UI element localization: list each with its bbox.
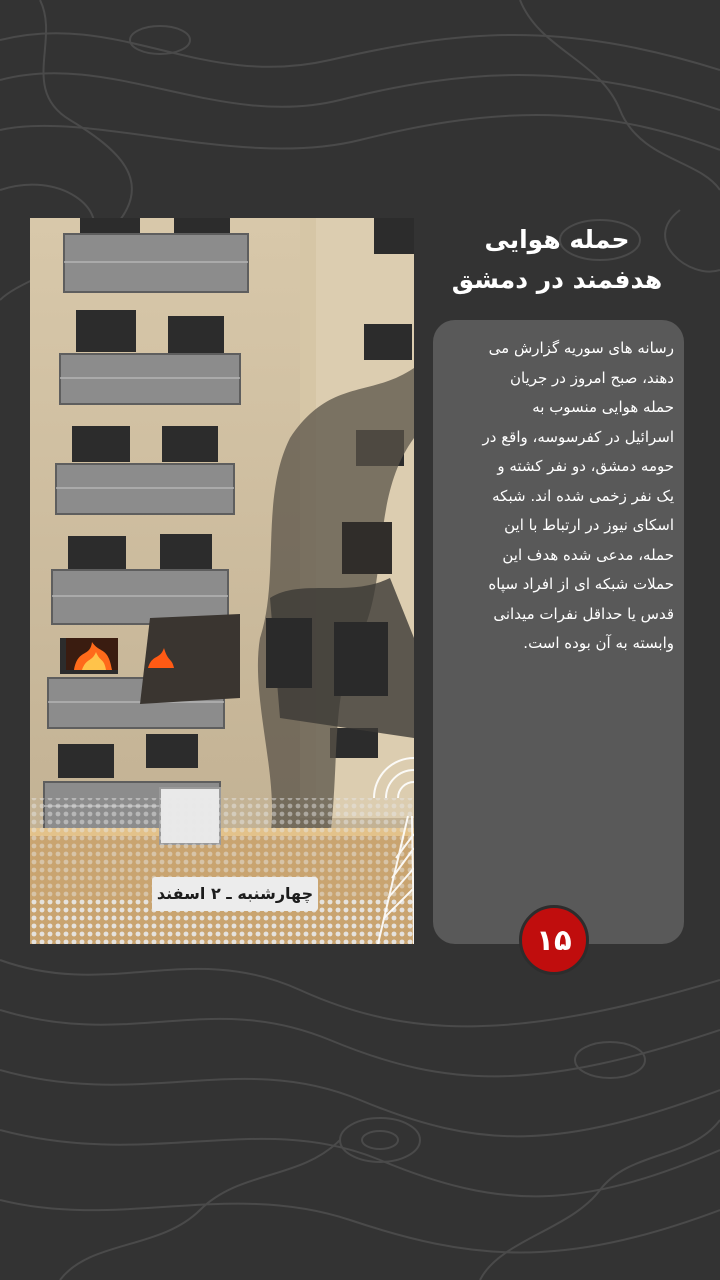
story-line: حملات شبکه ای از افراد سپاه <box>488 575 674 593</box>
story-line: یک نفر زخمی شده اند. شبکه <box>492 486 674 505</box>
broadcast-tower-icon <box>348 738 414 944</box>
story-line: رسانه های سوریه گزارش می <box>488 339 674 357</box>
headline-line-2: هدفمند در دمشق <box>451 265 663 294</box>
story-line: حمله، مدعی شده هدف این <box>502 545 674 564</box>
story-line: اسرائیل در کفرسوسه، واقع در <box>482 427 674 446</box>
story-line: دهند، صبح امروز در جریان <box>509 368 674 387</box>
story-line: حمله هوایی منسوب به <box>532 398 674 416</box>
story-card <box>433 320 684 944</box>
news-photo <box>30 218 414 944</box>
headline <box>432 220 682 300</box>
story-line: قدس یا حداقل نفرات میدانی <box>493 604 674 623</box>
story-line: وابسته به آن بوده است. <box>523 634 674 652</box>
story-line: حومه دمشق، دو نفر کشته و <box>497 457 674 475</box>
story-text <box>449 334 674 659</box>
date-label: چهارشنبه ـ ۲ اسفند <box>152 877 318 911</box>
headline-line-1: حمله هوایی <box>484 225 630 254</box>
story-line: اسکای نیوز در ارتباط با این <box>504 516 674 534</box>
page-number-badge: ۱۵ <box>519 905 589 975</box>
